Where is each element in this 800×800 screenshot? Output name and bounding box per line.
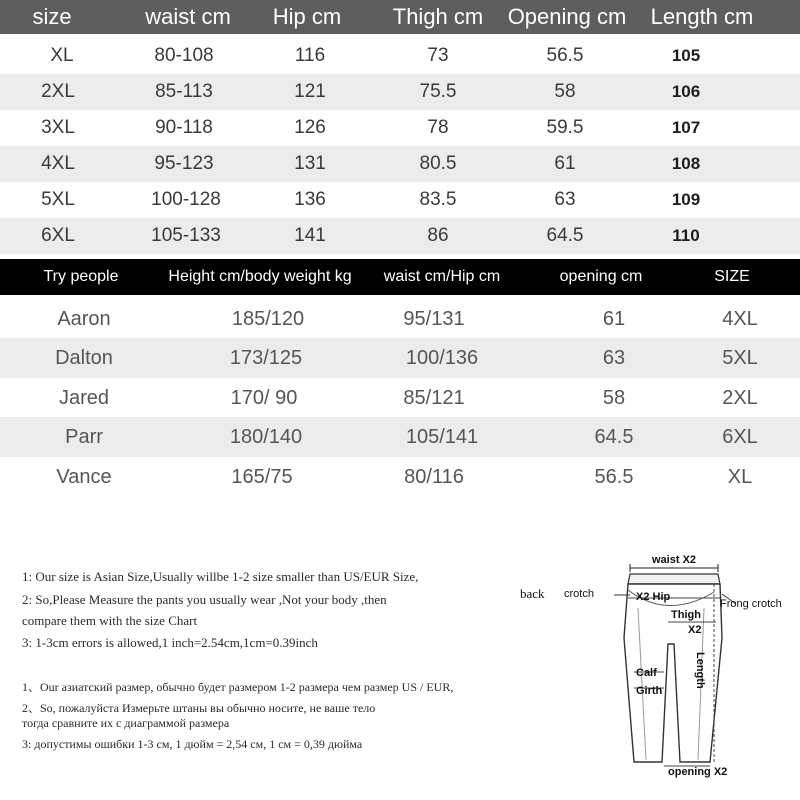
cell-size: 3XL <box>41 117 75 138</box>
cell-thigh: 75.5 <box>419 81 457 102</box>
header-opening: Opening cm <box>507 4 627 29</box>
cell-name: Parr <box>65 426 103 448</box>
diagram-girth-label: Girth <box>636 685 663 697</box>
cell-hip: 141 <box>294 225 326 246</box>
cell-name: Aaron <box>57 308 111 330</box>
cell-opening: 56.5 <box>546 45 584 66</box>
header-try-people: Try people <box>43 268 119 285</box>
note-line: 3: 1-3cm errors is allowed,1 inch=2.54cm,1cm=0.39inch <box>22 635 318 650</box>
cell-height-weight: 173/125 <box>229 347 303 369</box>
note-line: 2: So,Please Measure the pants you usually wear ,Not your body ,then <box>22 592 387 607</box>
cell-opening: 63 <box>554 189 576 210</box>
cell-thigh: 83.5 <box>419 189 457 210</box>
size-row <box>0 110 800 146</box>
header-height-weight: Height cm/body weight kg <box>168 268 352 285</box>
diagram-thigh-x2-label: X2 <box>688 624 702 636</box>
try-row <box>0 378 800 418</box>
cell-height-weight: 180/140 <box>229 426 303 448</box>
header-opening: opening cm <box>559 268 643 285</box>
cell-waist: 95-123 <box>154 153 214 174</box>
note-line: 3: допустимы ошибки 1-3 см, 1 дюйм = 2,54 см, 1 см = 0,39 дюйма <box>22 737 363 751</box>
size-row <box>0 74 800 110</box>
cell-waist-hip: 95/131 <box>403 308 465 330</box>
header-waist: waist cm <box>145 4 231 29</box>
size-row <box>0 182 800 218</box>
cell-opening: 58 <box>602 387 626 409</box>
note-line: 1、Our азиатский размер, обычно будет размером 1-2 размера чем размер US / EUR, <box>22 680 454 694</box>
cell-length: 110 <box>672 226 700 245</box>
cell-opening: 61 <box>602 308 626 330</box>
note-line: 1: Our size is Asian Size,Usually willbe 1-2 size smaller than US/EUR Size, <box>22 569 419 584</box>
header-hip: Hip cm <box>272 4 342 29</box>
cell-size: XL <box>727 466 753 488</box>
try-row <box>0 417 800 457</box>
cell-size: 4XL <box>41 153 75 174</box>
diagram-calf-label: Calf <box>636 667 657 679</box>
cell-waist: 100-128 <box>151 189 221 210</box>
cell-height-weight: 185/120 <box>231 308 305 330</box>
cell-thigh: 78 <box>427 117 449 138</box>
size-row <box>0 38 800 74</box>
cell-opening: 63 <box>602 347 626 369</box>
try-row <box>0 457 800 497</box>
diagram-hip-label: X2 Hip <box>636 591 671 603</box>
cell-thigh: 86 <box>427 225 449 246</box>
cell-length: 105 <box>671 46 701 65</box>
diagram-waist-label: waist X2 <box>652 554 697 566</box>
cell-name: Dalton <box>55 347 113 369</box>
cell-size: 6XL <box>41 225 75 246</box>
cell-opening: 56.5 <box>594 466 634 488</box>
cell-waist: 80-108 <box>154 45 214 66</box>
cell-waist-hip: 105/141 <box>405 426 479 448</box>
cell-hip: 126 <box>294 117 326 138</box>
cell-opening: 58 <box>554 81 576 102</box>
cell-size: 5XL <box>722 347 758 369</box>
header-thigh: Thigh cm <box>392 4 484 29</box>
try-row <box>0 338 800 378</box>
cell-height-weight: 170/ 90 <box>230 387 298 409</box>
cell-thigh: 80.5 <box>419 153 457 174</box>
cell-hip: 136 <box>294 189 326 210</box>
cell-size: 5XL <box>41 189 75 210</box>
cell-length: 108 <box>671 154 701 173</box>
cell-waist: 105-133 <box>151 225 221 246</box>
cell-length: 107 <box>671 118 701 137</box>
cell-hip: 131 <box>294 153 326 174</box>
cell-opening: 59.5 <box>546 117 584 138</box>
cell-name: Jared <box>58 387 110 409</box>
diagram-thigh-label: Thigh <box>671 609 701 621</box>
diagram-length-label: Length <box>694 652 706 689</box>
diagram-opening-label: opening X2 <box>668 766 728 778</box>
cell-waist-hip: 80/116 <box>404 466 464 488</box>
cell-height-weight: 165/75 <box>231 466 293 488</box>
header-waist-hip: waist cm/Hip cm <box>383 268 501 285</box>
header-length: Length cm <box>650 4 754 29</box>
size-row <box>0 218 800 254</box>
cell-thigh: 73 <box>427 45 449 66</box>
header-size: SIZE <box>714 268 750 285</box>
note-line: compare them with the size Chart <box>22 613 198 628</box>
cell-length: 106 <box>671 82 701 101</box>
size-row <box>0 146 800 182</box>
cell-size: XL <box>50 45 74 66</box>
note-line: 2、So, пожалуйста Измерьте штаны вы обычно носите, не ваше тело <box>22 701 376 715</box>
pants-outline-icon <box>518 548 800 788</box>
cell-size: 2XL <box>722 387 758 409</box>
cell-size: 6XL <box>722 426 758 448</box>
cell-opening: 64.5 <box>594 426 634 448</box>
cell-hip: 121 <box>294 81 326 102</box>
cell-length: 109 <box>671 190 701 209</box>
try-table-header <box>0 259 800 295</box>
cell-hip: 116 <box>294 45 326 66</box>
cell-size: 2XL <box>41 81 75 102</box>
cell-size: 4XL <box>722 308 758 330</box>
cell-waist: 85-113 <box>155 81 213 102</box>
header-size: size <box>32 4 72 29</box>
cell-opening: 64.5 <box>546 225 584 246</box>
cell-name: Vance <box>56 466 112 488</box>
note-line: тогда сравните их с диаграммой размера <box>22 716 230 730</box>
pants-measurement-diagram <box>518 548 800 788</box>
cell-waist-hip: 100/136 <box>405 347 479 369</box>
diagram-front-crotch-label: Frong crotch <box>720 598 782 610</box>
cell-waist-hip: 85/121 <box>403 387 465 409</box>
diagram-back-label: back <box>520 586 545 601</box>
cell-opening: 61 <box>554 153 576 174</box>
size-table-header <box>0 0 800 34</box>
cell-waist: 90-118 <box>155 117 213 138</box>
try-row <box>0 299 800 339</box>
diagram-crotch-label: crotch <box>564 588 594 600</box>
